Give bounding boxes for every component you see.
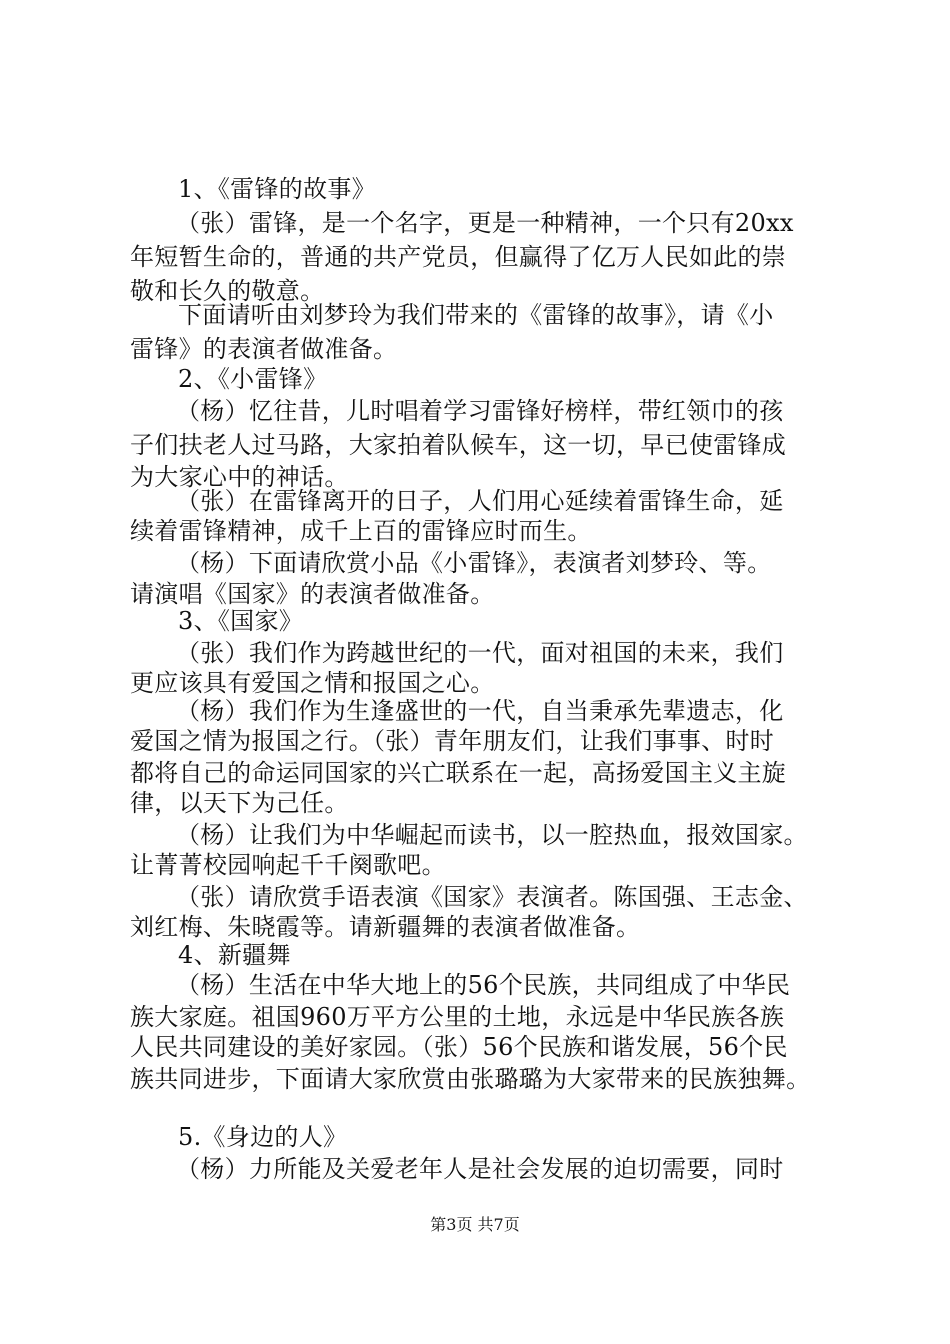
- paragraph-line: （杨）下面请欣赏小品《小雷锋》，表演者刘梦玲、等。: [176, 549, 772, 577]
- paragraph-line: 更应该具有爱国之情和报国之心。: [130, 669, 495, 697]
- paragraph-line: 子们扶老人过马路，大家拍着队候车，这一切，早已使雷锋成: [130, 431, 787, 459]
- paragraph-line: （杨）让我们为中华崛起而读书，以一腔热血，报效国家。: [176, 821, 808, 849]
- paragraph-line: 下面请听由刘梦玲为我们带来的《雷锋的故事》，请《小: [178, 301, 774, 329]
- paragraph-line: （杨）忆往昔，儿时唱着学习雷锋好榜样，带红领巾的孩: [176, 397, 784, 425]
- section-heading-5: 5.《身边的人》: [178, 1123, 348, 1151]
- paragraph-line: 人民共同建设的美好家园。（张）56个民族和谐发展，56个民: [130, 1033, 788, 1061]
- paragraph-line: 刘红梅、朱晓霞等。请新疆舞的表演者做准备。: [130, 913, 641, 941]
- paragraph-line: 为大家心中的神话。: [130, 463, 349, 491]
- paragraph-line: （张）雷锋，是一个名字，更是一种精神，一个只有20xx: [176, 209, 794, 237]
- paragraph-line: 雷锋》的表演者做准备。: [130, 335, 398, 363]
- paragraph-line: 都将自己的命运同国家的兴亡联系在一起，高扬爱国主义主旋: [130, 759, 787, 787]
- paragraph-line: 请演唱《国家》的表演者做准备。: [130, 580, 495, 608]
- paragraph-line: （张）在雷锋离开的日子，人们用心延续着雷锋生命，延: [176, 487, 784, 515]
- paragraph-line: 族共同进步，下面请大家欣赏由张璐璐为大家带来的民族独舞。: [130, 1065, 811, 1093]
- paragraph-line: （杨）生活在中华大地上的56个民族，共同组成了中华民: [176, 971, 791, 999]
- paragraph-line: （杨）我们作为生逢盛世的一代，自当秉承先辈遗志，化: [176, 697, 784, 725]
- section-heading-3: 3、《国家》: [178, 607, 304, 635]
- paragraph-line: （张）我们作为跨越世纪的一代，面对祖国的未来，我们: [176, 639, 784, 667]
- paragraph-line: 年短暂生命的，普通的共产党员，但赢得了亿万人民如此的崇: [130, 243, 787, 271]
- section-heading-4: 4、新疆舞: [178, 941, 291, 969]
- paragraph-line: 让菁菁校园响起千千阕歌吧。: [130, 851, 446, 879]
- paragraph-line: 律，以天下为己任。: [130, 789, 349, 817]
- paragraph-line: 续着雷锋精神，成千上百的雷锋应时而生。: [130, 517, 592, 545]
- paragraph-line: 族大家庭。祖国960万平方公里的土地，永远是中华民族各族: [130, 1003, 785, 1031]
- section-heading-2: 2、《小雷锋》: [178, 365, 328, 393]
- paragraph-line: （张）请欣赏手语表演《国家》表演者。陈国强、王志金、: [176, 883, 808, 911]
- paragraph-line: 敬和长久的敬意。: [130, 277, 325, 305]
- page-footer: 第3页 共7页: [430, 1215, 520, 1234]
- paragraph-line: （杨）力所能及关爱老年人是社会发展的迫切需要，同时: [176, 1155, 784, 1183]
- section-heading-1: 1、《雷锋的故事》: [178, 175, 376, 203]
- paragraph-line: 爱国之情为报国之行。（张）青年朋友们，让我们事事、时时: [130, 727, 775, 755]
